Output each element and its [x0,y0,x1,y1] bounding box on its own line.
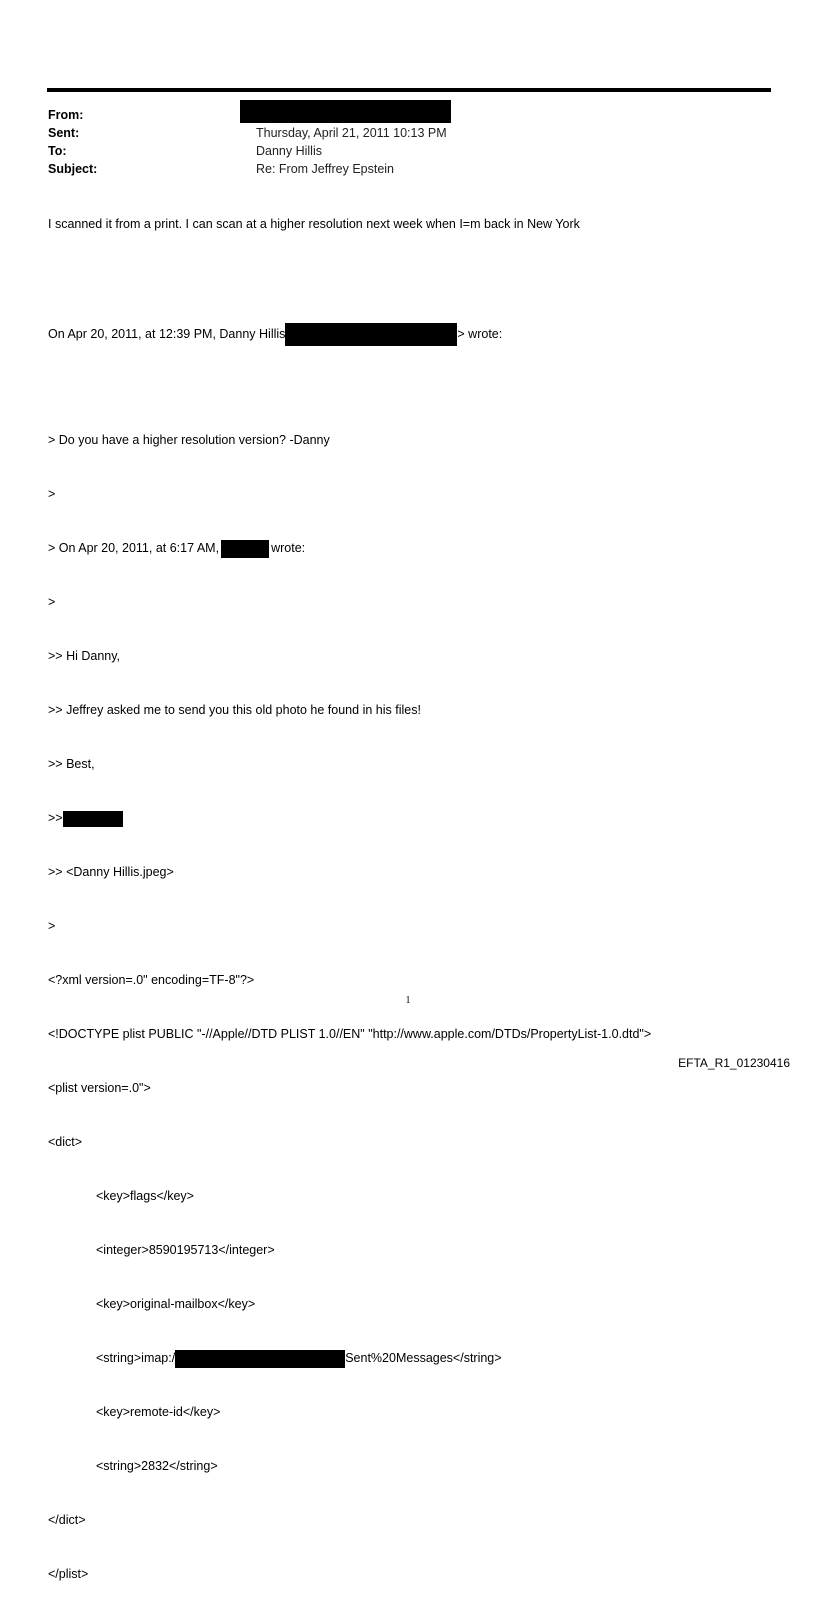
email-redaction [285,323,457,346]
xml-line: <dict> [48,1135,83,1149]
quote-line: > Do you have a higher resolution version? -Danny [48,433,330,447]
quote-line [48,539,651,557]
xml-line: <!DOCTYPE plist PUBLIC "-//Apple//DTD PLIST 1.0//EN" "http://www.apple.com/DTDs/PropertyList-1.0.dtd"> [48,1027,652,1041]
quote-line: >> <Danny Hillis.jpeg> [48,865,174,879]
blank-line [48,377,651,395]
attribution-line [48,323,651,341]
sent-row [48,124,768,142]
mailbox-redaction [175,1350,345,1368]
quote-line: >> Best, [48,757,95,771]
quote-prefix: >> [48,811,63,825]
xml-line: <plist version=.0"> [48,1081,151,1095]
from-label: From: [48,108,84,122]
xml-line: <key>remote-id</key> [96,1405,221,1419]
xml-line: </plist> [48,1567,89,1581]
xml-line [48,1349,651,1367]
sender-redaction [221,540,269,558]
sent-value: Thursday, April 21, 2011 10:13 PM [256,126,447,140]
email-header [48,106,768,178]
xml-line: <key>original-mailbox</key> [96,1297,256,1311]
quote-line: >> Jeffrey asked me to send you this old photo he found in his files! [48,703,421,717]
xml-suffix: Sent%20Messages</string> [345,1351,502,1365]
xml-line: <?xml version=.0" encoding=TF-8"?> [48,973,255,987]
subject-label: Subject: [48,162,98,176]
xml-line: <string>2832</string> [96,1459,218,1473]
quote-suffix: wrote: [271,541,306,555]
header-rule [47,88,771,92]
page-number: 1 [405,995,411,1006]
subject-row [48,160,768,178]
xml-line: <integer>8590195713</integer> [96,1243,275,1257]
from-redaction [240,100,451,123]
sent-label: Sent: [48,126,80,140]
message-intro: I scanned it from a print. I can scan at a higher resolution next week when I=m back in New York [48,217,580,231]
quote-line [48,809,651,827]
to-label: To: [48,144,67,158]
quoted-message [48,287,651,1601]
attribution-suffix: > wrote: [457,326,503,341]
signature-redaction [63,811,123,827]
xml-line: </dict> [48,1513,86,1527]
quote-line: > [48,919,56,933]
subject-value: Re: From Jeffrey Epstein [256,162,395,176]
xml-line: <key>flags</key> [96,1189,194,1203]
attribution-prefix: On Apr 20, 2011, at 12:39 PM, Danny Hillis [48,326,286,341]
quote-line: > [48,595,56,609]
quote-line: >> Hi Danny, [48,649,121,663]
to-value: Danny Hillis [256,144,322,158]
from-row [48,106,768,124]
to-row [48,142,768,160]
xml-prefix: <string>imap:/ [96,1351,176,1365]
quote-line: > [48,487,56,501]
document-id: EFTA_R1_01230416 [678,1056,790,1070]
quote-prefix: > On Apr 20, 2011, at 6:17 AM, [48,541,220,555]
